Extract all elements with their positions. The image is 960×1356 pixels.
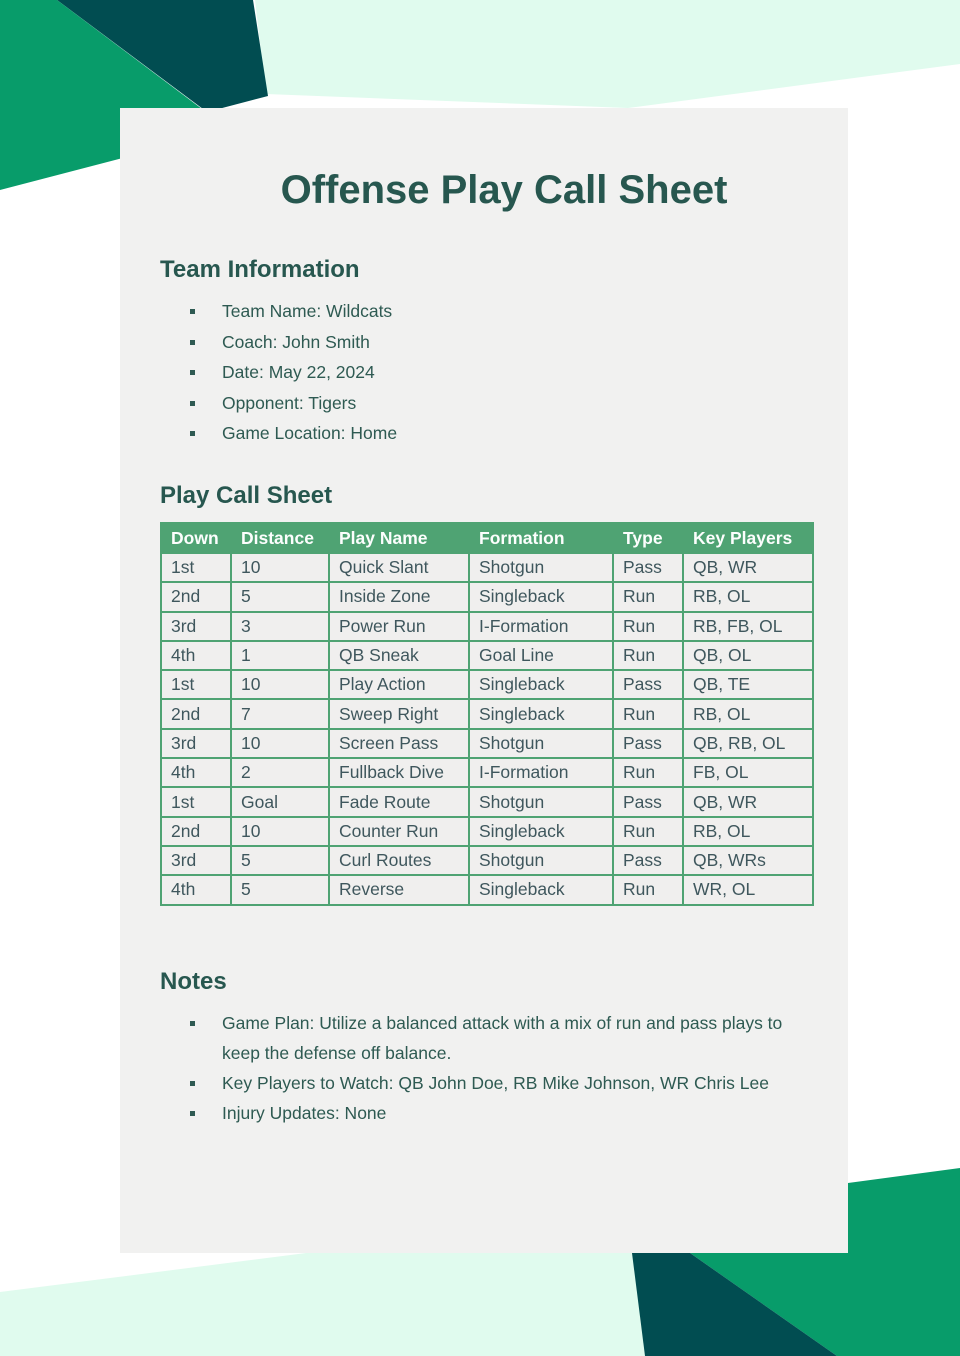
list-item: Injury Updates: None bbox=[160, 1098, 810, 1128]
table-cell: 5 bbox=[231, 875, 329, 904]
table-row bbox=[161, 729, 813, 758]
play-call-table bbox=[160, 522, 814, 906]
column-header: Distance bbox=[231, 523, 329, 553]
team-information-heading: Team Information bbox=[160, 256, 360, 283]
table-cell: Shotgun bbox=[469, 729, 613, 758]
table-cell: FB, OL bbox=[683, 758, 813, 787]
table-cell: Goal Line bbox=[469, 641, 613, 670]
table-header-row bbox=[161, 523, 813, 553]
team-information-list bbox=[160, 296, 760, 449]
column-header: Play Name bbox=[329, 523, 469, 553]
table-cell: 1st bbox=[161, 787, 231, 816]
table-cell: Singleback bbox=[469, 699, 613, 728]
table-cell: Pass bbox=[613, 729, 683, 758]
play-call-sheet-heading: Play Call Sheet bbox=[160, 482, 333, 509]
table-cell: QB, WR bbox=[683, 553, 813, 582]
notes-heading: Notes bbox=[160, 968, 227, 995]
top-mint-shape bbox=[255, 0, 960, 108]
table-cell: Play Action bbox=[329, 670, 469, 699]
table-cell: QB, WR bbox=[683, 787, 813, 816]
table-cell: 2 bbox=[231, 758, 329, 787]
table-row bbox=[161, 641, 813, 670]
table-cell: Singleback bbox=[469, 817, 613, 846]
table-row bbox=[161, 846, 813, 875]
table-cell: 1st bbox=[161, 553, 231, 582]
table-row bbox=[161, 817, 813, 846]
table-row bbox=[161, 875, 813, 904]
table-cell: Run bbox=[613, 758, 683, 787]
table-cell: RB, OL bbox=[683, 582, 813, 611]
table-cell: Run bbox=[613, 582, 683, 611]
list-item: Game Plan: Utilize a balanced attack with a mix of run and pass plays to keep the defense off balance. bbox=[160, 1008, 810, 1068]
table-cell: 2nd bbox=[161, 817, 231, 846]
table-cell: 10 bbox=[231, 729, 329, 758]
table-cell: Run bbox=[613, 817, 683, 846]
table-cell: 10 bbox=[231, 817, 329, 846]
table-cell: 10 bbox=[231, 670, 329, 699]
table-cell: Fade Route bbox=[329, 787, 469, 816]
table-cell: RB, OL bbox=[683, 817, 813, 846]
table-cell: 4th bbox=[161, 875, 231, 904]
table-cell: Curl Routes bbox=[329, 846, 469, 875]
table-cell: Counter Run bbox=[329, 817, 469, 846]
table-cell: Shotgun bbox=[469, 553, 613, 582]
table-cell: RB, FB, OL bbox=[683, 612, 813, 641]
table-cell: I-Formation bbox=[469, 612, 613, 641]
table-row bbox=[161, 582, 813, 611]
table-cell: Run bbox=[613, 875, 683, 904]
table-cell: Power Run bbox=[329, 612, 469, 641]
table-cell: QB, WRs bbox=[683, 846, 813, 875]
column-header: Key Players bbox=[683, 523, 813, 553]
table-cell: Quick Slant bbox=[329, 553, 469, 582]
table-cell: 1 bbox=[231, 641, 329, 670]
table-cell: 5 bbox=[231, 846, 329, 875]
play-sheet-document bbox=[120, 108, 848, 1253]
list-item: Team Name: Wildcats bbox=[160, 296, 760, 327]
table-cell: 4th bbox=[161, 758, 231, 787]
table-cell: Run bbox=[613, 612, 683, 641]
table-cell: Singleback bbox=[469, 582, 613, 611]
table-cell: Pass bbox=[613, 553, 683, 582]
table-cell: Shotgun bbox=[469, 846, 613, 875]
column-header: Formation bbox=[469, 523, 613, 553]
page-title: Offense Play Call Sheet bbox=[280, 168, 728, 212]
table-cell: 7 bbox=[231, 699, 329, 728]
table-cell: 2nd bbox=[161, 699, 231, 728]
table-cell: Inside Zone bbox=[329, 582, 469, 611]
table-cell: 4th bbox=[161, 641, 231, 670]
table-header-row bbox=[161, 523, 813, 553]
table-cell: Pass bbox=[613, 670, 683, 699]
list-item: Date: May 22, 2024 bbox=[160, 357, 760, 388]
column-header: Down bbox=[161, 523, 231, 553]
table-row bbox=[161, 758, 813, 787]
notes-list bbox=[160, 1008, 810, 1128]
table-cell: Run bbox=[613, 699, 683, 728]
table-cell: Run bbox=[613, 641, 683, 670]
table-cell: QB, OL bbox=[683, 641, 813, 670]
table-cell: Singleback bbox=[469, 670, 613, 699]
column-header: Type bbox=[613, 523, 683, 553]
table-cell: I-Formation bbox=[469, 758, 613, 787]
table-cell: Pass bbox=[613, 787, 683, 816]
table-cell: 10 bbox=[231, 553, 329, 582]
list-item: Opponent: Tigers bbox=[160, 388, 760, 419]
table-row bbox=[161, 699, 813, 728]
table-cell: QB, RB, OL bbox=[683, 729, 813, 758]
table-cell: 3rd bbox=[161, 729, 231, 758]
table-row bbox=[161, 787, 813, 816]
table-cell: Goal bbox=[231, 787, 329, 816]
table-cell: WR, OL bbox=[683, 875, 813, 904]
table-cell: 2nd bbox=[161, 582, 231, 611]
table-cell: Sweep Right bbox=[329, 699, 469, 728]
list-item: Coach: John Smith bbox=[160, 327, 760, 358]
table-cell: 3rd bbox=[161, 612, 231, 641]
table-cell: Reverse bbox=[329, 875, 469, 904]
table-body bbox=[161, 553, 813, 905]
table-cell: Screen Pass bbox=[329, 729, 469, 758]
table-cell: 3 bbox=[231, 612, 329, 641]
table-cell: QB Sneak bbox=[329, 641, 469, 670]
list-item: Game Location: Home bbox=[160, 418, 760, 449]
table-row bbox=[161, 670, 813, 699]
table-row bbox=[161, 553, 813, 582]
table-cell: 3rd bbox=[161, 846, 231, 875]
table-cell: Fullback Dive bbox=[329, 758, 469, 787]
table-cell: QB, TE bbox=[683, 670, 813, 699]
table-cell: Shotgun bbox=[469, 787, 613, 816]
table-cell: 5 bbox=[231, 582, 329, 611]
table-row bbox=[161, 612, 813, 641]
list-item: Key Players to Watch: QB John Doe, RB Mike Johnson, WR Chris Lee bbox=[160, 1068, 810, 1098]
table-cell: Singleback bbox=[469, 875, 613, 904]
table-cell: RB, OL bbox=[683, 699, 813, 728]
table-cell: 1st bbox=[161, 670, 231, 699]
table-cell: Pass bbox=[613, 846, 683, 875]
